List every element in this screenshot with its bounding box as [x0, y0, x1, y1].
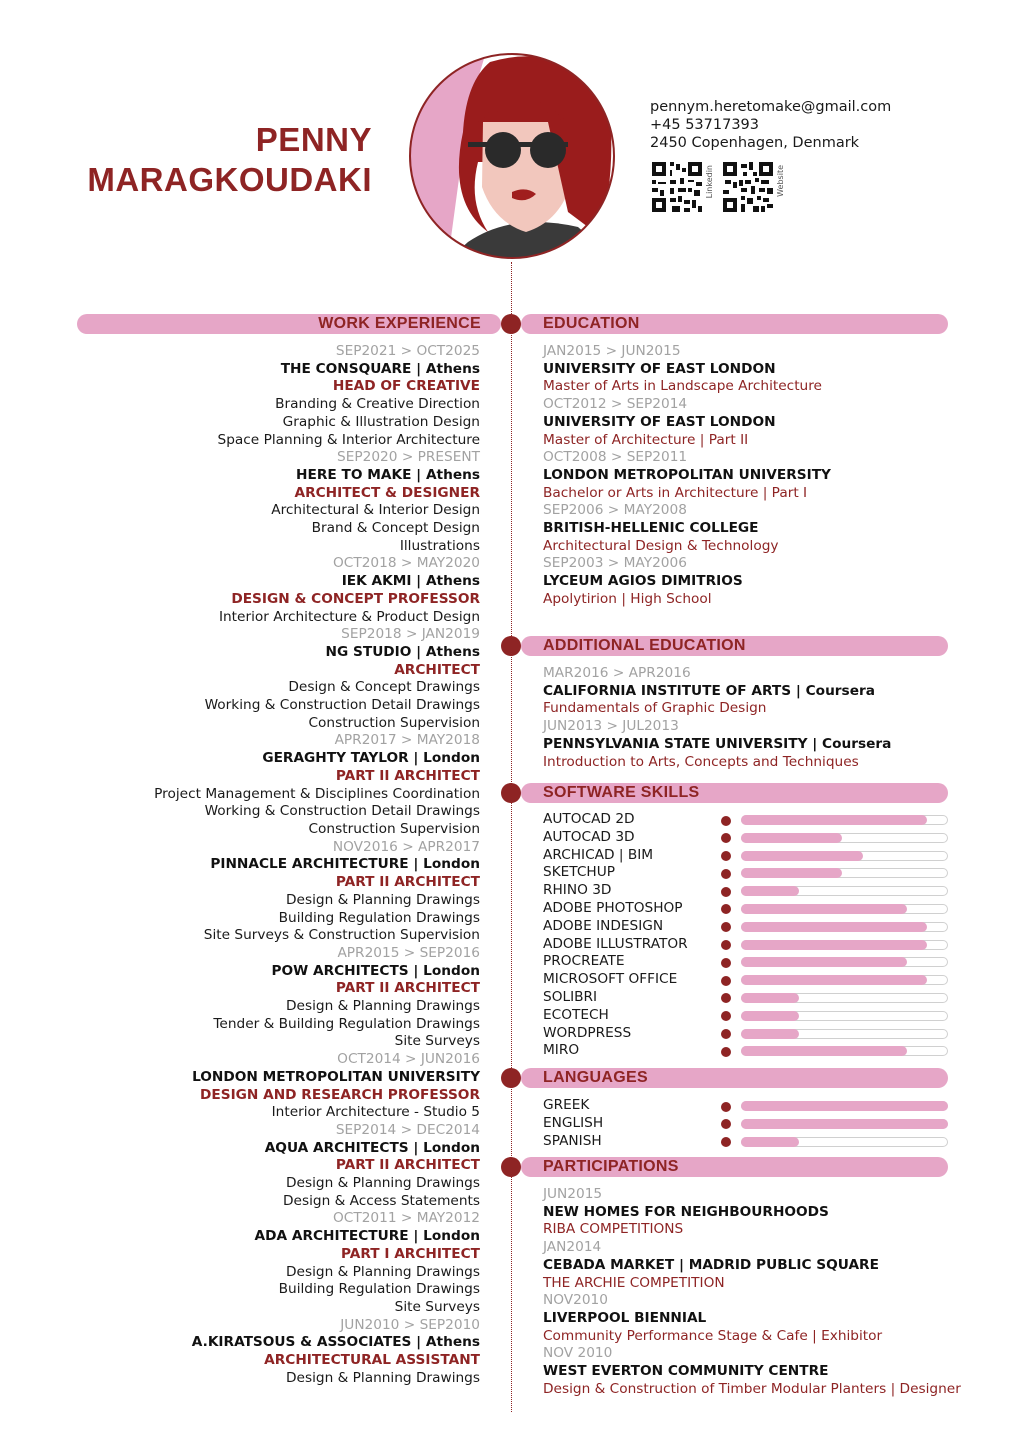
skill-row [543, 918, 949, 936]
work-entry [40, 555, 480, 626]
work-company: A.KIRATSOUS & ASSOCIATES | Athens [191, 1334, 480, 1351]
skill-dot [721, 958, 731, 968]
work-role: PART I ARCHITECT [340, 1245, 480, 1262]
skill-level-fill [741, 922, 927, 932]
participation-title: CEBADA MARKET | MADRID PUBLIC SQUARE [543, 1256, 879, 1273]
work-entry [40, 626, 480, 732]
last-name: MARAGKOUDAKI [87, 161, 372, 198]
participation-entry [543, 1345, 963, 1398]
work-description: Branding & Creative Direction [275, 396, 480, 413]
participation-date: JAN2014 [543, 1239, 602, 1256]
work-description: Design & Concept Drawings [288, 679, 480, 696]
education-school: PENNSYLVANIA STATE UNIVERSITY | Coursera [543, 735, 892, 752]
skill-level-fill [741, 851, 863, 861]
work-description: Working & Construction Detail Drawings [204, 697, 480, 714]
phone-text: +45 53717393 [650, 117, 760, 133]
skill-level-fill [741, 868, 842, 878]
languages-dot [501, 1068, 521, 1088]
skill-dot [721, 1119, 731, 1129]
work-description: Design & Planning Drawings [286, 1369, 480, 1386]
work-role: ARCHITECT [394, 661, 480, 678]
work-role: PART II ARCHITECT [335, 1157, 480, 1174]
participation-detail: THE ARCHIE COMPETITION [543, 1274, 725, 1291]
work-description: Interior Architecture & Product Design [218, 608, 480, 625]
participation-detail: Community Performance Stage & Cafe | Exhibitor [543, 1327, 883, 1344]
work-description: Construction Supervision [308, 714, 480, 731]
website-qr-code[interactable] [723, 162, 773, 212]
work-date: SEP2014 > DEC2014 [335, 1121, 480, 1138]
education-degree: Bachelor or Arts in Architecture | Part I [543, 484, 808, 501]
skill-level-fill [741, 940, 927, 950]
participation-title: WEST EVERTON COMMUNITY CENTRE [543, 1363, 829, 1380]
skill-row [543, 900, 949, 918]
skill-row [543, 936, 949, 954]
work-description: Brand & Concept Design [311, 520, 480, 537]
skill-row [543, 1097, 949, 1115]
work-date: JUN2010 > SEP2010 [340, 1316, 480, 1333]
work-date: APR2017 > MAY2018 [334, 732, 480, 749]
education-degree: Master of Architecture | Part II [543, 431, 749, 448]
education-school: BRITISH-HELLENIC COLLEGE [543, 520, 759, 537]
education-date: JUN2013 > JUL2013 [543, 718, 679, 735]
participation-date: NOV 2010 [543, 1345, 613, 1362]
languages-list [543, 1097, 949, 1150]
skill-dot [721, 851, 731, 861]
skill-dot [721, 1011, 731, 1021]
education-school: UNIVERSITY OF EAST LONDON [543, 360, 776, 377]
education-school: LYCEUM AGIOS DIMITRIOS [543, 573, 743, 590]
skill-name: ECOTECH [543, 1006, 609, 1023]
work-description: Construction Supervision [308, 820, 480, 837]
education-degree: Fundamentals of Graphic Design [543, 700, 767, 717]
skill-name: ADOBE ILLUSTRATOR [543, 935, 688, 952]
software-skills-title: SOFTWARE SKILLS [543, 784, 700, 801]
skill-dot [721, 1047, 731, 1057]
additional-education-dot [501, 636, 521, 656]
education-entry [543, 718, 963, 771]
skill-row [543, 811, 949, 829]
work-role: HEAD OF CREATIVE [332, 378, 480, 395]
contact-block [650, 98, 891, 152]
work-date: NOV2016 > APR2017 [332, 838, 480, 855]
work-description: Project Management & Disciplines Coordination [154, 785, 480, 802]
skill-dot [721, 904, 731, 914]
skill-level-fill [741, 993, 799, 1003]
participations-title: PARTICIPATIONS [543, 1158, 679, 1175]
participations-list [543, 1186, 963, 1398]
skill-name: ADOBE PHOTOSHOP [543, 899, 683, 916]
work-role: DESIGN AND RESEARCH PROFESSOR [200, 1086, 480, 1103]
education-date: OCT2008 > SEP2011 [543, 449, 688, 466]
education-date: OCT2012 > SEP2014 [543, 396, 688, 413]
work-description: Site Surveys [394, 1298, 480, 1315]
skill-row [543, 1025, 949, 1043]
skill-name: GREEK [543, 1097, 590, 1113]
work-description: Graphic & Illustration Design [282, 413, 480, 430]
skill-dot [721, 816, 731, 826]
education-title: EDUCATION [543, 315, 640, 332]
skill-level-fill [741, 904, 907, 914]
skill-level-fill [741, 1101, 948, 1111]
additional-education-list [543, 665, 963, 771]
work-role: ARCHITECTURAL ASSISTANT [264, 1352, 480, 1369]
work-company: GERAGHTY TAYLOR | London [262, 750, 480, 767]
education-entry [543, 555, 963, 608]
skill-level-fill [741, 1046, 907, 1056]
skill-row [543, 1133, 949, 1151]
work-date: OCT2014 > JUN2016 [337, 1051, 480, 1068]
skill-name: RHINO 3D [543, 882, 612, 899]
skill-level-fill [741, 1029, 799, 1039]
first-name: PENNY [255, 121, 372, 158]
work-description: Design & Planning Drawings [286, 1175, 480, 1192]
participation-date: JUN2015 [543, 1186, 603, 1202]
work-description: Site Surveys [394, 1033, 480, 1050]
work-entry [40, 1051, 480, 1122]
skill-name: SOLIBRI [543, 988, 598, 1005]
work-description: Illustrations [399, 537, 480, 554]
work-role: PART II ARCHITECT [335, 874, 480, 891]
skill-level-fill [741, 1119, 948, 1129]
work-entry [40, 1210, 480, 1316]
work-date: APR2015 > SEP2016 [337, 944, 480, 961]
work-role: ARCHITECT & DESIGNER [294, 484, 480, 501]
education-entry [543, 502, 963, 555]
work-company: POW ARCHITECTS | London [271, 962, 480, 979]
linkedin-qr-label: Linkedin [705, 165, 714, 199]
work-description: Design & Planning Drawings [286, 1263, 480, 1280]
linkedin-qr-code[interactable] [652, 162, 702, 212]
candidate-name [87, 120, 372, 200]
skill-dot [721, 1029, 731, 1039]
skill-name: ARCHICAD | BIM [543, 846, 654, 863]
work-experience-list [40, 343, 480, 1387]
work-company: IEK AKMI | Athens [341, 573, 480, 590]
education-date: MAR2016 > APR2016 [543, 665, 691, 681]
work-description: Design & Planning Drawings [286, 891, 480, 908]
skill-name: MIRO [543, 1042, 580, 1059]
skill-dot [721, 869, 731, 879]
education-date: SEP2006 > MAY2008 [543, 502, 687, 519]
education-list [543, 343, 963, 609]
work-description: Space Planning & Interior Architecture [217, 431, 480, 448]
skill-dot [721, 922, 731, 932]
work-description: Design & Planning Drawings [286, 998, 480, 1015]
skill-level-fill [741, 975, 927, 985]
work-description: Site Surveys & Construction Supervision [203, 927, 480, 944]
skill-name: AUTOCAD 3D [543, 828, 635, 845]
languages-title: LANGUAGES [543, 1069, 648, 1086]
skill-name: WORDPRESS [543, 1024, 632, 1041]
website-qr-label: Website [776, 165, 785, 197]
skill-dot [721, 833, 731, 843]
education-entry [543, 396, 963, 449]
skill-level-fill [741, 1011, 799, 1021]
work-date: OCT2011 > MAY2012 [333, 1210, 480, 1227]
skill-row [543, 1115, 949, 1133]
avatar-illustration [408, 52, 616, 260]
work-date: SEP2020 > PRESENT [337, 449, 480, 466]
skill-row [543, 864, 949, 882]
work-entry [40, 1122, 480, 1211]
work-description: Tender & Building Regulation Drawings [213, 1015, 480, 1032]
skill-dot [721, 976, 731, 986]
work-description: Design & Access Statements [283, 1192, 480, 1209]
participation-detail: Design & Construction of Timber Modular Planters | Designer [543, 1380, 961, 1397]
email-text[interactable]: pennym.heretomake@gmail.com [650, 99, 892, 115]
skill-row [543, 1042, 949, 1060]
work-role: PART II ARCHITECT [335, 980, 480, 997]
participation-entry [543, 1186, 963, 1239]
software-skills-dot [501, 783, 521, 803]
work-entry [40, 945, 480, 1051]
education-school: LONDON METROPOLITAN UNIVERSITY [543, 466, 831, 483]
work-company: HERE TO MAKE | Athens [296, 466, 480, 483]
skill-dot [721, 1137, 731, 1147]
work-entry [40, 839, 480, 945]
work-company: NG STUDIO | Athens [325, 643, 480, 660]
education-date: JAN2015 > JUN2015 [543, 343, 681, 359]
work-date: SEP2021 > OCT2025 [335, 343, 480, 359]
skill-name: SKETCHUP [543, 864, 615, 881]
education-dot [501, 314, 521, 334]
skill-name: ADOBE INDESIGN [543, 917, 664, 934]
work-role: DESIGN & CONCEPT PROFESSOR [231, 590, 480, 607]
work-description: Building Regulation Drawings [278, 909, 480, 926]
work-company: PINNACLE ARCHITECTURE | London [210, 856, 480, 873]
skill-level-fill [741, 957, 907, 967]
education-school: UNIVERSITY OF EAST LONDON [543, 413, 776, 430]
education-entry [543, 449, 963, 502]
skill-name: ENGLISH [543, 1114, 604, 1131]
work-entry [40, 449, 480, 555]
work-description: Architectural & Interior Design [271, 502, 480, 519]
skill-row [543, 971, 949, 989]
participation-title: LIVERPOOL BIENNIAL [543, 1309, 707, 1326]
work-experience-title: WORK EXPERIENCE [318, 315, 481, 332]
skill-level-fill [741, 833, 842, 843]
timeline-line [511, 262, 512, 1412]
skill-dot [721, 993, 731, 1003]
skill-level-fill [741, 886, 799, 896]
skill-row [543, 989, 949, 1007]
skill-name: SPANISH [543, 1132, 602, 1149]
participation-entry [543, 1239, 963, 1292]
work-company: AQUA ARCHITECTS | London [264, 1139, 480, 1156]
skill-level-fill [741, 1137, 799, 1147]
education-degree: Master of Arts in Landscape Architecture [543, 378, 822, 395]
skill-row [543, 953, 949, 971]
work-role: PART II ARCHITECT [335, 767, 480, 784]
work-entry [40, 1317, 480, 1388]
education-entry [543, 665, 963, 718]
skill-row [543, 847, 949, 865]
participation-entry [543, 1292, 963, 1345]
work-description: Interior Architecture - Studio 5 [271, 1104, 480, 1121]
skill-dot [721, 1102, 731, 1112]
software-skills-list [543, 811, 949, 1060]
work-entry [40, 343, 480, 449]
work-description: Building Regulation Drawings [278, 1281, 480, 1298]
additional-education-title: ADDITIONAL EDUCATION [543, 637, 746, 654]
work-date: SEP2018 > JAN2019 [341, 626, 480, 643]
education-degree: Introduction to Arts, Concepts and Techniques [543, 753, 859, 770]
skill-row [543, 1007, 949, 1025]
work-date: OCT2018 > MAY2020 [333, 555, 480, 572]
education-degree: Architectural Design & Technology [543, 537, 779, 554]
skill-name: MICROSOFT OFFICE [543, 971, 678, 988]
work-company: ADA ARCHITECTURE | London [254, 1228, 480, 1245]
participation-date: NOV2010 [543, 1292, 608, 1309]
work-company: THE CONSQUARE | Athens [280, 360, 480, 377]
participation-title: NEW HOMES FOR NEIGHBOURHOODS [543, 1203, 829, 1220]
skill-row [543, 829, 949, 847]
education-degree: Apolytirion | High School [543, 590, 712, 607]
work-entry [40, 732, 480, 838]
address-text: 2450 Copenhagen, Denmark [650, 135, 860, 151]
participation-detail: RIBA COMPETITIONS [543, 1221, 684, 1238]
education-entry [543, 343, 963, 396]
work-description: Working & Construction Detail Drawings [204, 803, 480, 820]
education-school: CALIFORNIA INSTITUTE OF ARTS | Coursera [543, 682, 875, 699]
skill-name: PROCREATE [543, 953, 625, 970]
skill-level-fill [741, 815, 927, 825]
work-company: LONDON METROPOLITAN UNIVERSITY [192, 1068, 480, 1085]
skill-dot [721, 940, 731, 950]
skill-dot [721, 887, 731, 897]
skill-name: AUTOCAD 2D [543, 811, 635, 827]
participations-dot [501, 1157, 521, 1177]
education-date: SEP2003 > MAY2006 [543, 555, 687, 572]
skill-row [543, 882, 949, 900]
